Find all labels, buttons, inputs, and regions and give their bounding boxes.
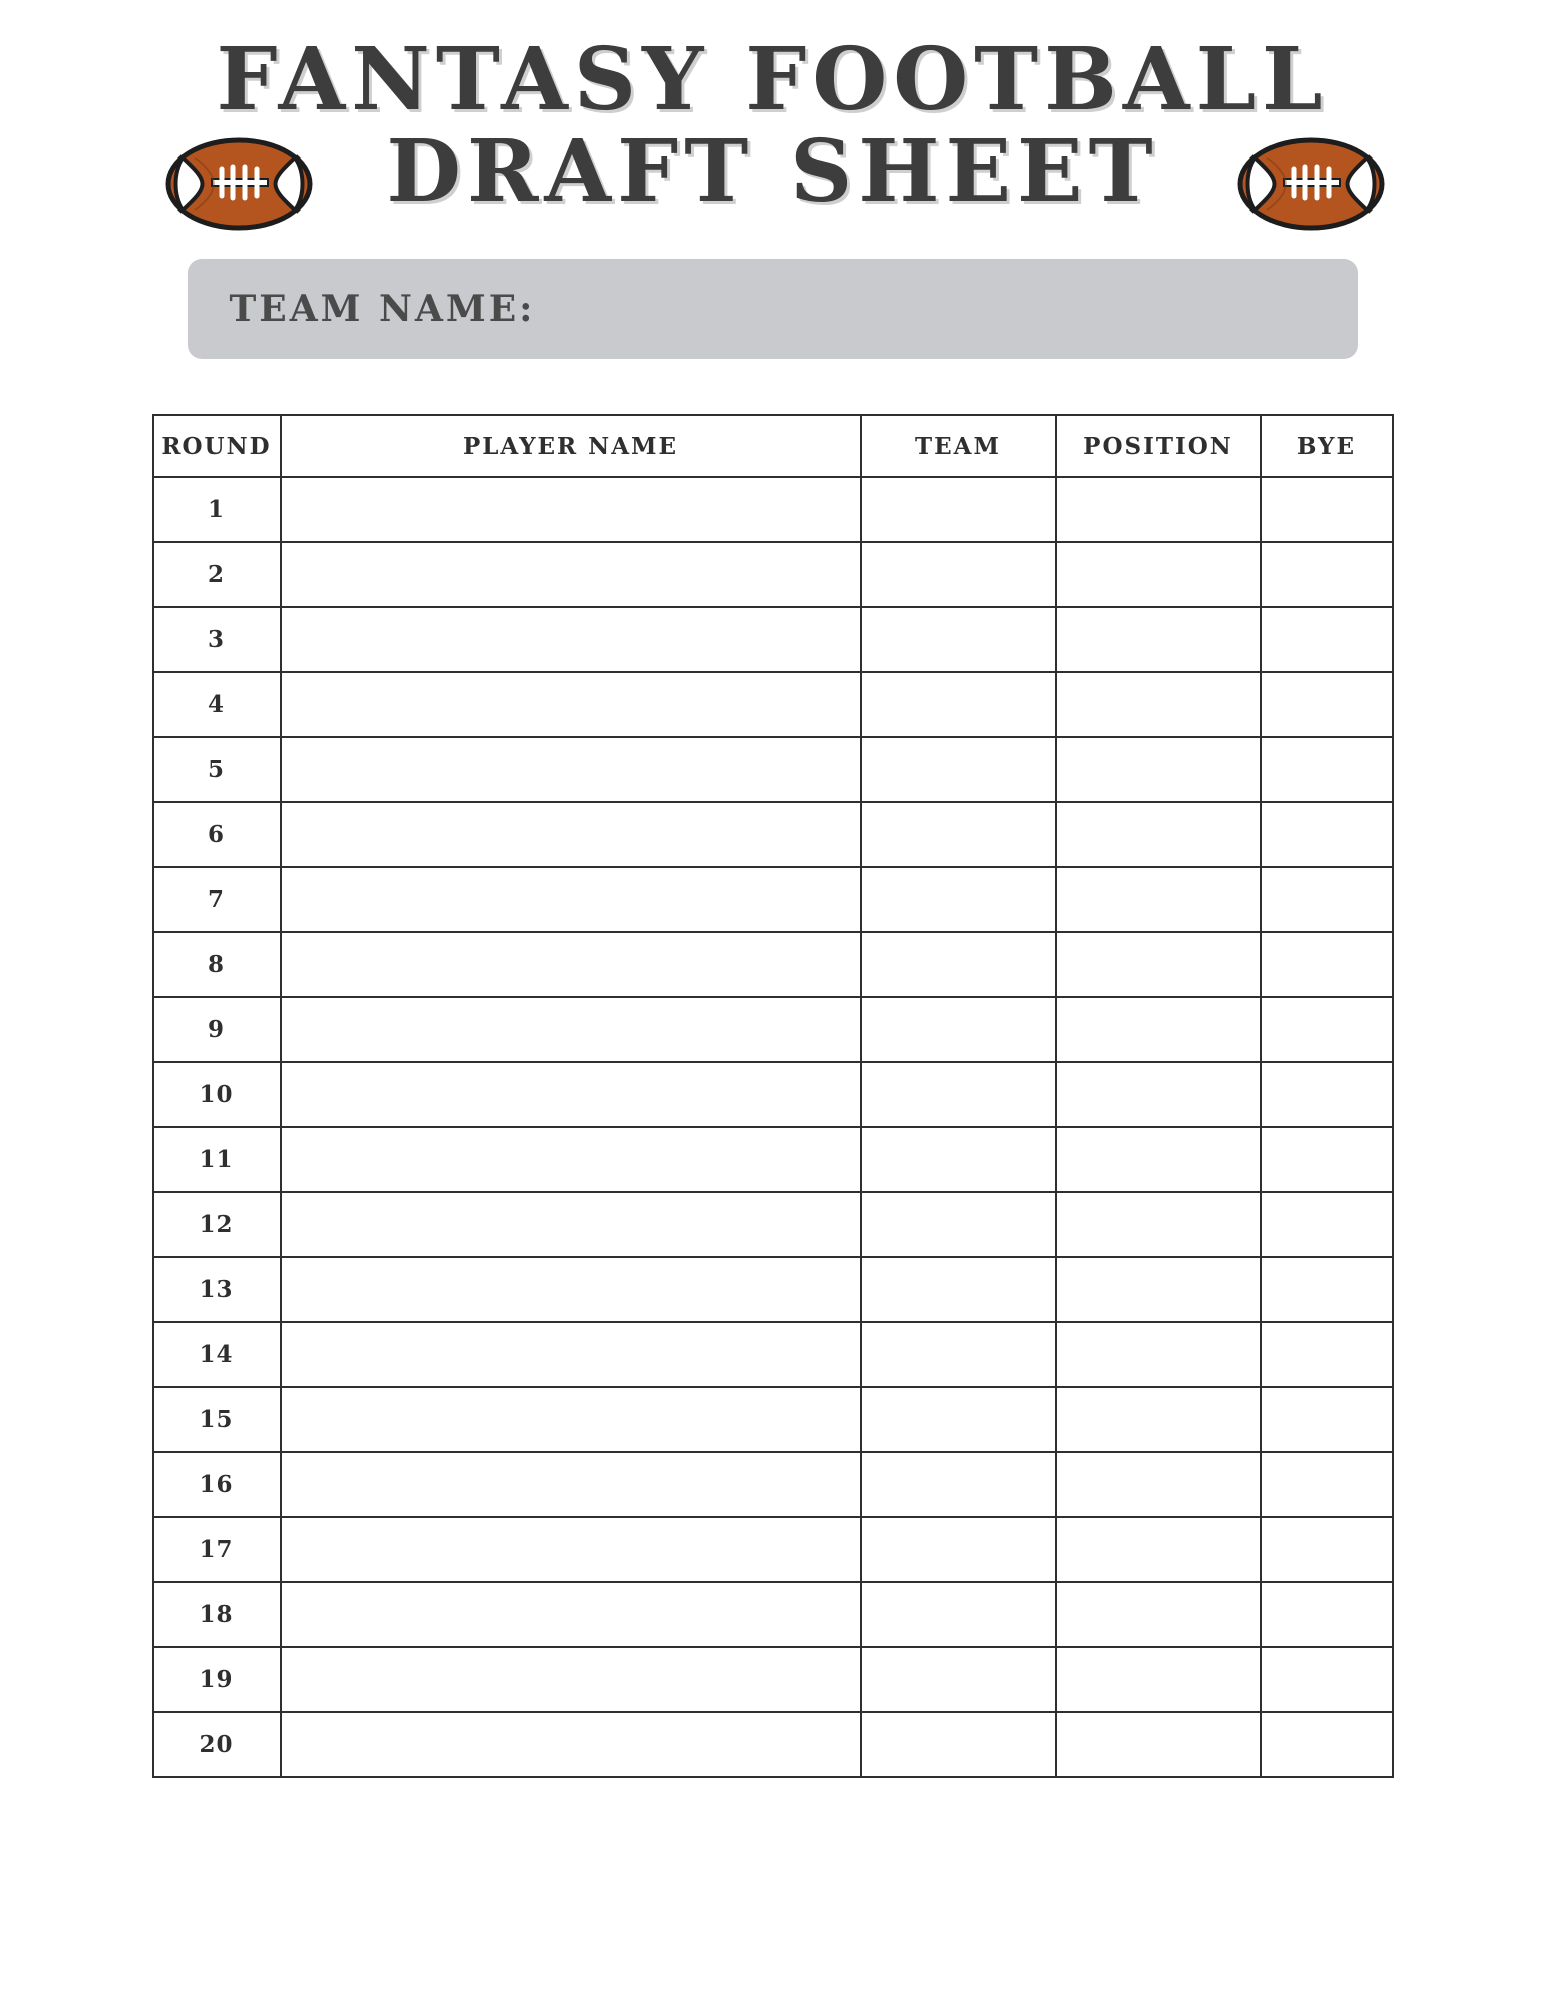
- team-cell[interactable]: [861, 1192, 1056, 1257]
- bye-cell[interactable]: [1261, 1582, 1393, 1647]
- round-number-cell: 15: [153, 1387, 281, 1452]
- position-cell[interactable]: [1056, 607, 1261, 672]
- round-number-cell: 10: [153, 1062, 281, 1127]
- team-name-field[interactable]: [188, 259, 1358, 359]
- round-number-cell: 16: [153, 1452, 281, 1517]
- team-cell[interactable]: [861, 672, 1056, 737]
- bye-cell[interactable]: [1261, 932, 1393, 997]
- bye-cell[interactable]: [1261, 542, 1393, 607]
- team-cell[interactable]: [861, 1647, 1056, 1712]
- bye-cell[interactable]: [1261, 1647, 1393, 1712]
- bye-cell[interactable]: [1261, 477, 1393, 542]
- column-header-player: PLAYER NAME: [281, 415, 861, 477]
- position-cell[interactable]: [1056, 477, 1261, 542]
- round-number-cell: 2: [153, 542, 281, 607]
- player-name-cell[interactable]: [281, 737, 861, 802]
- team-cell[interactable]: [861, 1712, 1056, 1777]
- table-row: [153, 932, 1393, 997]
- position-cell[interactable]: [1056, 1062, 1261, 1127]
- bye-cell[interactable]: [1261, 737, 1393, 802]
- table-body: [153, 477, 1393, 1777]
- position-cell[interactable]: [1056, 802, 1261, 867]
- table-row: [153, 1647, 1393, 1712]
- table-row: [153, 867, 1393, 932]
- bye-cell[interactable]: [1261, 1452, 1393, 1517]
- team-cell[interactable]: [861, 932, 1056, 997]
- position-cell[interactable]: [1056, 737, 1261, 802]
- position-cell[interactable]: [1056, 1322, 1261, 1387]
- team-cell[interactable]: [861, 1452, 1056, 1517]
- player-name-cell[interactable]: [281, 1192, 861, 1257]
- table-row: [153, 802, 1393, 867]
- table-row: [153, 1517, 1393, 1582]
- round-number-cell: 13: [153, 1257, 281, 1322]
- team-cell[interactable]: [861, 607, 1056, 672]
- team-cell[interactable]: [861, 1387, 1056, 1452]
- position-cell[interactable]: [1056, 932, 1261, 997]
- round-number-cell: 9: [153, 997, 281, 1062]
- table-row: [153, 1062, 1393, 1127]
- player-name-cell[interactable]: [281, 1257, 861, 1322]
- player-name-cell[interactable]: [281, 1062, 861, 1127]
- table-row: [153, 542, 1393, 607]
- team-cell[interactable]: [861, 1517, 1056, 1582]
- player-name-cell[interactable]: [281, 1582, 861, 1647]
- player-name-cell[interactable]: [281, 542, 861, 607]
- team-cell[interactable]: [861, 1257, 1056, 1322]
- position-cell[interactable]: [1056, 1387, 1261, 1452]
- player-name-cell[interactable]: [281, 1517, 861, 1582]
- round-number-cell: 5: [153, 737, 281, 802]
- round-number-cell: 6: [153, 802, 281, 867]
- column-header-round: ROUND: [153, 415, 281, 477]
- column-header-team: TEAM: [861, 415, 1056, 477]
- round-number-cell: 17: [153, 1517, 281, 1582]
- player-name-cell[interactable]: [281, 802, 861, 867]
- round-number-cell: 3: [153, 607, 281, 672]
- bye-cell[interactable]: [1261, 1062, 1393, 1127]
- position-cell[interactable]: [1056, 1452, 1261, 1517]
- table-row: [153, 1452, 1393, 1517]
- player-name-cell[interactable]: [281, 1452, 861, 1517]
- bye-cell[interactable]: [1261, 1712, 1393, 1777]
- player-name-cell[interactable]: [281, 477, 861, 542]
- bye-cell[interactable]: [1261, 1387, 1393, 1452]
- table-row: [153, 737, 1393, 802]
- table-row: [153, 1322, 1393, 1387]
- position-cell[interactable]: [1056, 997, 1261, 1062]
- bye-cell[interactable]: [1261, 1517, 1393, 1582]
- table-row: [153, 477, 1393, 542]
- table-row: [153, 1712, 1393, 1777]
- round-number-cell: 14: [153, 1322, 281, 1387]
- team-cell[interactable]: [861, 997, 1056, 1062]
- player-name-cell[interactable]: [281, 997, 861, 1062]
- team-cell[interactable]: [861, 1062, 1056, 1127]
- bye-cell[interactable]: [1261, 1192, 1393, 1257]
- team-cell[interactable]: [861, 1127, 1056, 1192]
- team-cell[interactable]: [861, 737, 1056, 802]
- team-cell[interactable]: [861, 867, 1056, 932]
- page-title-line-2: DRAFT SHEET: [386, 120, 1159, 222]
- position-cell[interactable]: [1056, 1712, 1261, 1777]
- table-row: [153, 1582, 1393, 1647]
- team-name-label: TEAM NAME:: [229, 288, 536, 331]
- player-name-cell[interactable]: [281, 1322, 861, 1387]
- position-cell[interactable]: [1056, 867, 1261, 932]
- player-name-cell[interactable]: [281, 672, 861, 737]
- player-name-cell[interactable]: [281, 867, 861, 932]
- player-name-cell[interactable]: [281, 1647, 861, 1712]
- column-header-bye: BYE: [1261, 415, 1393, 477]
- team-cell[interactable]: [861, 802, 1056, 867]
- position-cell[interactable]: [1056, 1192, 1261, 1257]
- table-row: [153, 607, 1393, 672]
- team-cell[interactable]: [861, 477, 1056, 542]
- position-cell[interactable]: [1056, 1647, 1261, 1712]
- player-name-cell[interactable]: [281, 1387, 861, 1452]
- page-title-line-1: FANTASY FOOTBALL: [216, 29, 1329, 130]
- round-number-cell: 7: [153, 867, 281, 932]
- draft-table: [152, 414, 1394, 1778]
- position-cell[interactable]: [1056, 672, 1261, 737]
- round-number-cell: 11: [153, 1127, 281, 1192]
- table-header-row: [153, 415, 1393, 477]
- table-row: [153, 1192, 1393, 1257]
- column-header-position: POSITION: [1056, 415, 1261, 477]
- team-cell[interactable]: [861, 1322, 1056, 1387]
- bye-cell[interactable]: [1261, 607, 1393, 672]
- table-header: [153, 415, 1393, 477]
- player-name-cell[interactable]: [281, 1712, 861, 1777]
- table-row: [153, 1127, 1393, 1192]
- football-icon: [165, 136, 313, 232]
- team-cell[interactable]: [861, 1582, 1056, 1647]
- round-number-cell: 18: [153, 1582, 281, 1647]
- table-row: [153, 672, 1393, 737]
- football-icon: [1237, 136, 1385, 232]
- bye-cell[interactable]: [1261, 1322, 1393, 1387]
- round-number-cell: 8: [153, 932, 281, 997]
- bye-cell[interactable]: [1261, 672, 1393, 737]
- player-name-cell[interactable]: [281, 1127, 861, 1192]
- round-number-cell: 20: [153, 1712, 281, 1777]
- position-cell[interactable]: [1056, 1127, 1261, 1192]
- round-number-cell: 1: [153, 477, 281, 542]
- position-cell[interactable]: [1056, 1517, 1261, 1582]
- player-name-cell[interactable]: [281, 607, 861, 672]
- round-number-cell: 4: [153, 672, 281, 737]
- table-row: [153, 1387, 1393, 1452]
- round-number-cell: 12: [153, 1192, 281, 1257]
- position-cell[interactable]: [1056, 1257, 1261, 1322]
- position-cell[interactable]: [1056, 1582, 1261, 1647]
- bye-cell[interactable]: [1261, 867, 1393, 932]
- bye-cell[interactable]: [1261, 802, 1393, 867]
- player-name-cell[interactable]: [281, 932, 861, 997]
- title-block: [55, 29, 1490, 222]
- table-row: [153, 997, 1393, 1062]
- table-row: [153, 1257, 1393, 1322]
- bye-cell[interactable]: [1261, 1257, 1393, 1322]
- position-cell[interactable]: [1056, 542, 1261, 607]
- bye-cell[interactable]: [1261, 997, 1393, 1062]
- round-number-cell: 19: [153, 1647, 281, 1712]
- bye-cell[interactable]: [1261, 1127, 1393, 1192]
- team-cell[interactable]: [861, 542, 1056, 607]
